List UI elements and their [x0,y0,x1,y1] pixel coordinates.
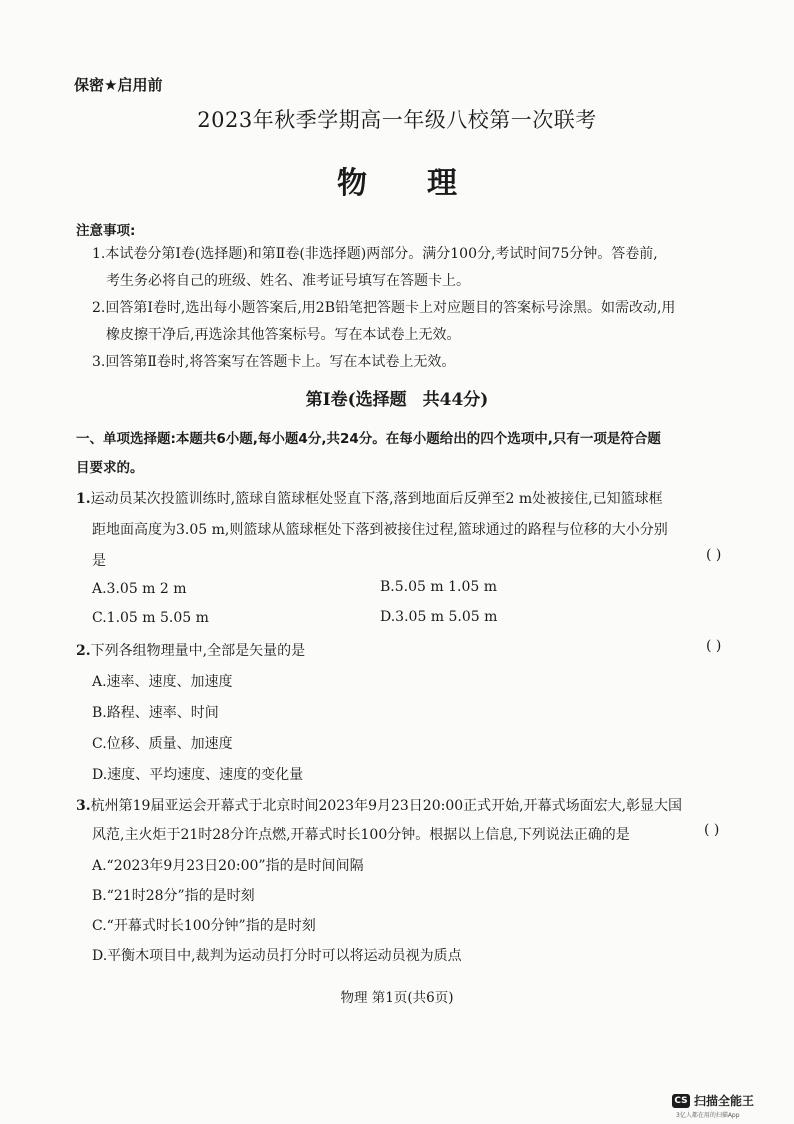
option-d: D.3.05 m 5.05 m [380,609,498,625]
subject-title [0,158,794,202]
notice-line: 2.回答第Ⅰ卷时,选出每小题答案后,用2B铅笔把答题卡上对应题目的答案标号涂黑。如需改动,用 [92,300,676,316]
question-3-stem [76,795,682,815]
option-b: B.“21时28分”指的是时刻 [92,888,255,904]
notice-line: 橡皮擦干净后,再选涂其他答案标号。写在本试卷上无效。 [106,327,461,343]
option-a: A.“2023年9月23日20:00”指的是时间间隔 [92,858,364,874]
scanner-app-name: 扫描全能王 [694,1094,755,1108]
question-2-stem [76,640,305,660]
option-a: A.速率、速度、加速度 [92,674,233,690]
question-stem-line: 运动员某次投篮训练时,篮球自篮球框处竖直下落,落到地面后反弹至2 m处被接住,已知篮球框 [90,491,663,507]
question-stem-line: 是 [92,553,106,569]
notice-line: 1.本试卷分第Ⅰ卷(选择题)和第Ⅱ卷(非选择题)两部分。满分100分,考试时间75分钟。答卷前, [92,246,658,262]
option-c: C.位移、质量、加速度 [92,736,233,752]
option-c: C.1.05 m 5.05 m [92,610,209,626]
scanner-tagline: 3亿人都在用的扫描App [676,1112,740,1119]
subject-char-1: 物 [337,166,367,201]
question-1-stem [76,488,663,508]
question-number: 1. [76,491,91,507]
scanner-watermark [672,1092,754,1109]
exam-title: 2023年秋季学期高一年级八校第一次联考 [197,108,597,132]
option-b: B.5.05 m 1.05 m [380,579,497,595]
option-a: A.3.05 m 2 m [92,581,187,597]
page-footer: 物理 第1页(共6页) [340,990,454,1006]
notice-line: 考生务必将自己的班级、姓名、准考证号填写在答题卡上。 [106,273,470,289]
option-b: B.路程、速率、时间 [92,705,219,721]
answer-paren: ( ) [706,638,722,654]
option-d: D.平衡木项目中,裁判为运动员打分时可以将运动员视为质点 [92,948,462,964]
confidential-label: 保密★启用前 [74,76,163,94]
question-stem-line: 距地面高度为3.05 m,则篮球从篮球框处下落到被接住过程,篮球通过的路程与位移的大小分别 [92,522,668,538]
section-instruction: 一、单项选择题:本题共6小题,每小题4分,共24分。在每小题给出的四个选项中,只有一项是符合题 [76,431,661,447]
notice-heading: 注意事项: [76,223,136,239]
option-c: C.“开幕式时长100分钟”指的是时刻 [92,918,316,934]
cs-logo-icon: CS [672,1094,690,1108]
question-number: 2. [76,643,91,659]
section-heading [0,385,794,410]
answer-paren: ( ) [706,547,722,563]
section-heading-part-1: 第Ⅰ卷(选择题 [305,390,407,410]
question-stem-line: 杭州第19届亚运会开幕式于北京时间2023年9月23日20:00正式开始,开幕式场面宏大,彰显大国 [90,798,683,814]
notice-line: 3.回答第Ⅱ卷时,将答案写在答题卡上。写在本试卷上无效。 [92,354,456,370]
question-stem-line: 下列各组物理量中,全部是矢量的是 [90,643,306,659]
question-stem-line: 风范,主火炬于21时28分许点燃,开幕式时长100分钟。根据以上信息,下列说法正确的是 [92,827,630,843]
section-heading-part-2: 共44分) [422,390,489,410]
section-instruction: 目要求的。 [76,460,144,476]
option-d: D.速度、平均速度、速度的变化量 [92,767,304,783]
answer-paren: ( ) [704,822,720,838]
subject-char-2: 理 [427,166,457,201]
question-number: 3. [76,798,91,814]
